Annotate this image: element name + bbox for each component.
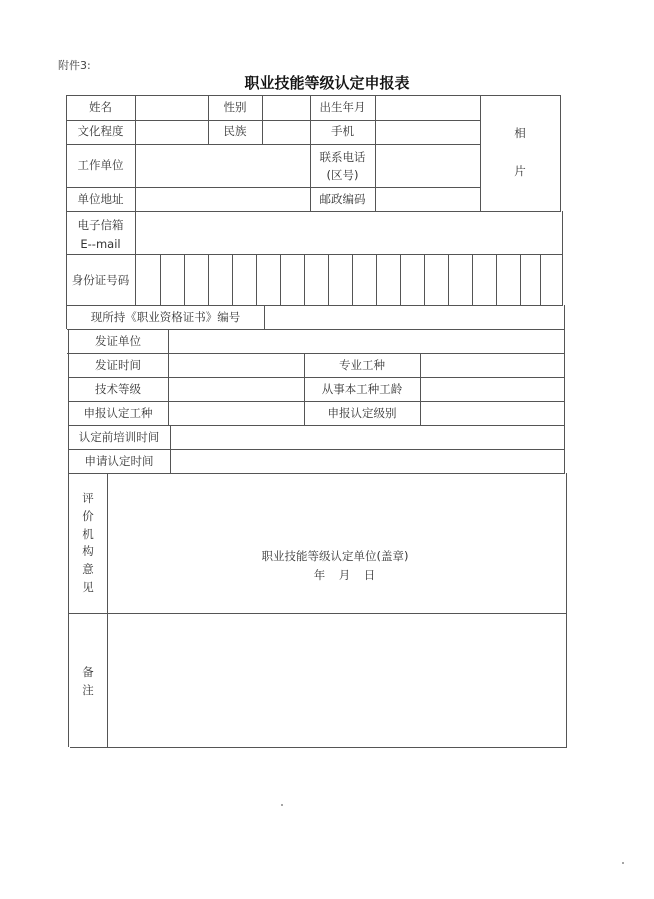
id-digit-divider: [184, 254, 185, 305]
col-line: [480, 95, 481, 211]
col-line: [262, 95, 263, 144]
label-apply-time: 申请认定时间: [84, 454, 154, 468]
opinion-date: 年 月 日: [313, 568, 377, 582]
id-digit-divider: [232, 254, 233, 305]
photo-label-2: 片: [514, 164, 526, 178]
id-digit-divider: [520, 254, 521, 305]
label-tech-level: 技术等级: [95, 382, 141, 396]
row-line: [67, 329, 564, 330]
label-email-en: E--mail: [80, 237, 121, 251]
col-line: [135, 95, 136, 305]
label-opinion: 评价机构意见: [82, 491, 94, 595]
row-line: [68, 401, 565, 402]
row-line: [66, 120, 480, 121]
row-line: [68, 473, 565, 474]
label-remarks: 备注: [82, 665, 94, 697]
label-postal-code: 邮政编码: [319, 192, 366, 206]
col-line: [107, 473, 108, 747]
form-title: 职业技能等级认定申报表: [244, 74, 410, 92]
border-top: [66, 95, 560, 96]
border-right: [562, 211, 563, 305]
id-digit-divider: [424, 254, 425, 305]
label-training-time: 认定前培训时间: [78, 430, 160, 444]
label-work-unit: 工作单位: [77, 158, 124, 172]
label-id-number: 身份证号码: [71, 273, 130, 287]
id-digit-divider: [256, 254, 257, 305]
row-line: [68, 377, 565, 378]
row-line: [68, 425, 565, 426]
id-digit-divider: [472, 254, 473, 305]
photo-label-1: 相: [514, 126, 526, 140]
label-email: 电子信箱: [77, 218, 124, 232]
border-right: [560, 95, 561, 211]
border-right: [564, 305, 565, 473]
id-digit-divider: [208, 254, 209, 305]
label-gender: 性别: [223, 100, 247, 114]
opinion-seal-text: 职业技能等级认定单位(盖章): [261, 549, 409, 563]
col-line: [168, 329, 169, 425]
row-line: [66, 144, 480, 145]
row-line: [67, 305, 563, 306]
label-birth: 出生年月: [319, 100, 366, 114]
label-area-code: (区号): [326, 168, 359, 182]
border-bottom: [70, 747, 567, 748]
row-line: [69, 613, 566, 614]
row-line: [66, 254, 562, 255]
border-right: [566, 473, 567, 747]
id-digit-divider: [376, 254, 377, 305]
row-line: [67, 353, 564, 354]
id-digit-divider: [448, 254, 449, 305]
label-education: 文化程度: [77, 124, 124, 138]
label-apply-level: 申报认定级别: [327, 406, 397, 420]
col-line: [170, 425, 171, 473]
id-digit-divider: [352, 254, 353, 305]
label-apply-trade: 申报认定工种: [83, 406, 153, 420]
row-line: [68, 449, 565, 450]
id-digit-divider: [540, 254, 541, 305]
scan-speck: [281, 804, 283, 806]
label-years-in-trade: 从事本工种工龄: [321, 382, 403, 396]
col-line: [264, 305, 265, 329]
label-specialty: 专业工种: [339, 358, 385, 372]
label-contact-phone: 联系电话: [319, 150, 366, 164]
label-issue-date: 发证时间: [95, 358, 141, 372]
label-issuing-unit: 发证单位: [95, 334, 141, 348]
row-line: [66, 211, 561, 212]
id-digit-divider: [304, 254, 305, 305]
label-ethnicity: 民族: [223, 124, 247, 138]
scan-speck: [622, 862, 624, 864]
id-digit-divider: [400, 254, 401, 305]
id-digit-divider: [496, 254, 497, 305]
label-current-certificate: 现所持《职业资格证书》编号: [90, 310, 241, 324]
appendix-label: 附件3:: [58, 59, 91, 72]
row-line: [66, 187, 480, 188]
id-digit-divider: [160, 254, 161, 305]
label-name: 姓名: [89, 100, 112, 114]
col-line: [420, 353, 421, 425]
id-digit-divider: [280, 254, 281, 305]
label-mobile: 手机: [331, 124, 354, 138]
col-line: [375, 95, 376, 211]
label-unit-address: 单位地址: [77, 192, 124, 206]
id-digit-divider: [328, 254, 329, 305]
